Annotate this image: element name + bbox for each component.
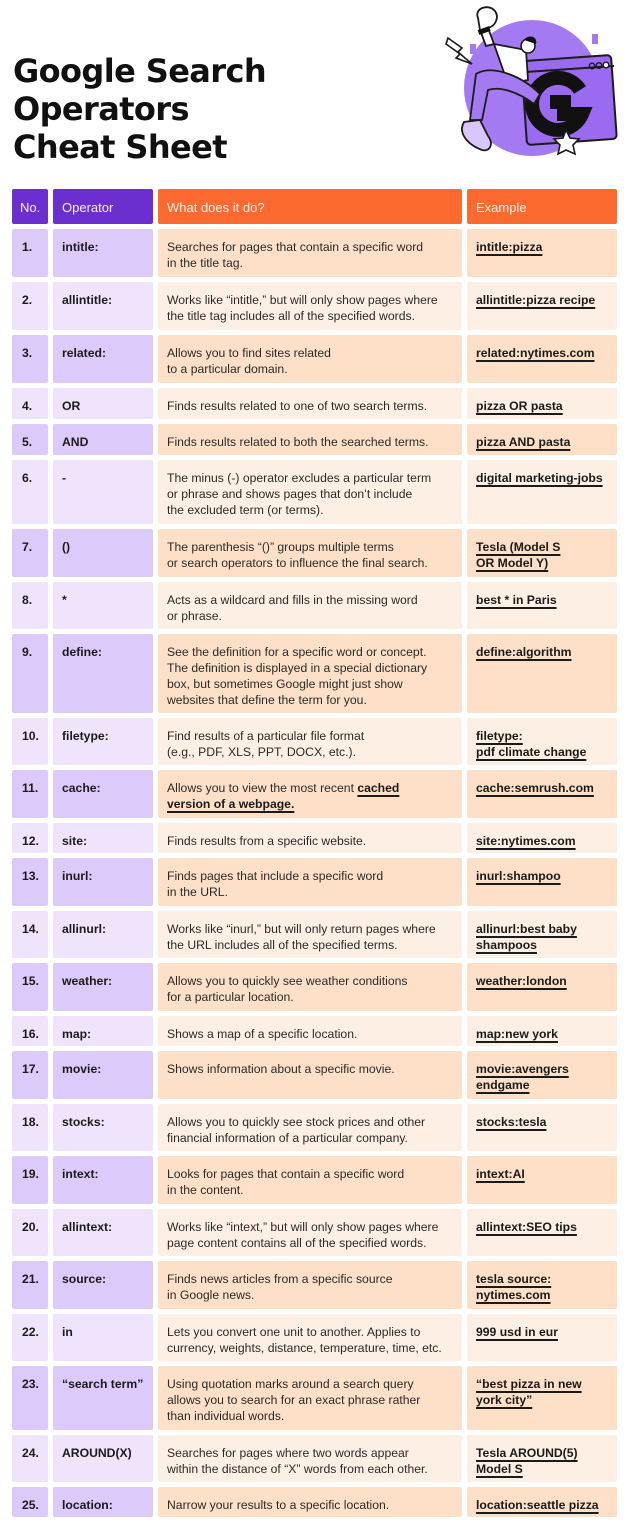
example-link[interactable]: cache:semrush.com [476, 781, 594, 795]
operator-description [158, 282, 462, 330]
description-text: Searches for pages that contain a specific word in the title tag. [167, 240, 424, 270]
description-text: Allows you to view the most recent [167, 781, 358, 795]
example-link[interactable]: stocks:tesla [476, 1115, 547, 1129]
operator-description [158, 1051, 462, 1099]
operator-description [158, 529, 462, 577]
example-cell [467, 1435, 617, 1482]
column-header-no: No. [12, 189, 48, 224]
table-row [12, 1366, 617, 1430]
row-number: 4. [12, 388, 48, 419]
example-link[interactable]: filetype: pdf climate change [476, 729, 587, 759]
description-text: Acts as a wildcard and fills in the missing word or phrase. [167, 593, 418, 623]
example-cell [467, 460, 617, 524]
example-link[interactable]: weather:london [476, 974, 567, 988]
example-cell [467, 335, 617, 383]
operator-name: site: [53, 823, 153, 853]
operator-name: allintext: [53, 1209, 153, 1256]
example-link[interactable]: best * in Paris [476, 593, 557, 607]
example-cell [467, 1104, 617, 1151]
row-number: 10. [12, 718, 48, 765]
description-text: Lets you convert one unit to another. Applies to currency, weights, distance, temperature, time, etc. [167, 1325, 442, 1355]
example-link[interactable]: allintitle:pizza recipe [476, 293, 596, 307]
table-row [12, 335, 617, 383]
description-text: The minus (-) operator excludes a particular term or phrase and shows pages that don’t include the excluded term (or terms). [167, 471, 432, 517]
description-text: Works like “intitle,” but will only show pages where the title tag includes all of the specified words. [167, 293, 438, 323]
operator-description [158, 335, 462, 383]
row-number: 24. [12, 1435, 48, 1482]
description-text: Allows you to quickly see stock prices and other financial information of a particular company. [167, 1115, 426, 1145]
operator-description [158, 424, 462, 455]
row-number: 6. [12, 460, 48, 524]
table-row [12, 1261, 617, 1309]
operator-description [158, 229, 462, 277]
description-text: Looks for pages that contain a specific word in the content. [167, 1167, 405, 1197]
row-number: 17. [12, 1051, 48, 1099]
example-link[interactable]: related:nytimes.com [476, 346, 595, 360]
table-row [12, 1104, 617, 1151]
example-cell [467, 1366, 617, 1430]
example-cell [467, 229, 617, 277]
description-text: Finds results related to one of two search terms. [167, 399, 428, 413]
description-text: Allows you to find sites related to a particular domain. [167, 346, 331, 376]
operator-name: movie: [53, 1051, 153, 1099]
title-line-1: Google Search Operators [13, 52, 267, 128]
example-cell [467, 582, 617, 629]
example-link[interactable]: map:new york [476, 1027, 558, 1041]
row-number: 25. [12, 1487, 48, 1517]
operator-name: in [53, 1314, 153, 1361]
example-link[interactable]: inurl:shampoo [476, 869, 561, 883]
operator-description [158, 1209, 462, 1256]
operator-description [158, 1016, 462, 1046]
table-row [12, 770, 617, 818]
example-link[interactable]: digital marketing-jobs [476, 471, 603, 485]
operator-name: AND [53, 424, 153, 455]
example-cell [467, 770, 617, 818]
example-cell [467, 1314, 617, 1361]
description-text: Find results of a particular file format (e.g., PDF, XLS, PPT, DOCX, etc.). [167, 729, 365, 759]
row-number: 23. [12, 1366, 48, 1430]
table-row [12, 282, 617, 330]
example-link[interactable]: define:algorithm [476, 645, 572, 659]
table-body [12, 229, 617, 1517]
row-number: 2. [12, 282, 48, 330]
table-row [12, 1156, 617, 1204]
operator-name: location: [53, 1487, 153, 1517]
operator-name: weather: [53, 963, 153, 1011]
google-g-character-icon [442, 4, 620, 160]
column-header-example: Example [467, 189, 617, 224]
table-row [12, 911, 617, 958]
table-row [12, 388, 617, 419]
operators-table [12, 189, 617, 1522]
description-text: Finds results from a specific website. [167, 834, 367, 848]
description-text: Finds pages that include a specific word in the URL. [167, 869, 384, 899]
table-row [12, 460, 617, 524]
operator-description [158, 388, 462, 419]
row-number: 3. [12, 335, 48, 383]
operator-description [158, 460, 462, 524]
operator-description [158, 1314, 462, 1361]
row-number: 15. [12, 963, 48, 1011]
example-link[interactable]: intitle:pizza [476, 240, 543, 254]
example-link[interactable]: allintext:SEO tips [476, 1220, 577, 1234]
operator-name: allintitle: [53, 282, 153, 330]
description-text: Searches for pages where two words appear within the distance of “X” words from each other. [167, 1446, 428, 1476]
row-number: 8. [12, 582, 48, 629]
row-number: 11. [12, 770, 48, 818]
operator-name: intext: [53, 1156, 153, 1204]
description-text: Shows information about a specific movie. [167, 1062, 395, 1076]
operator-description [158, 1366, 462, 1430]
row-number: 18. [12, 1104, 48, 1151]
example-cell [467, 634, 617, 713]
operator-description [158, 1261, 462, 1309]
example-cell [467, 1487, 617, 1517]
operator-description [158, 1487, 462, 1517]
operator-description [158, 718, 462, 765]
example-cell [467, 963, 617, 1011]
example-link[interactable]: 999 usd in eur [476, 1325, 558, 1339]
example-cell [467, 529, 617, 577]
table-row [12, 1209, 617, 1256]
operator-description [158, 634, 462, 713]
example-cell [467, 911, 617, 958]
row-number: 21. [12, 1261, 48, 1309]
row-number: 5. [12, 424, 48, 455]
operator-name: () [53, 529, 153, 577]
example-link[interactable]: Tesla AROUND(5) Model S [476, 1446, 578, 1476]
example-cell [467, 1016, 617, 1046]
example-link[interactable]: intext:AI [476, 1167, 525, 1181]
row-number: 14. [12, 911, 48, 958]
example-link[interactable]: allinurl:best baby shampoos [476, 922, 577, 952]
table-row [12, 963, 617, 1011]
description-text: See the definition for a specific word or concept. The definition is displayed in a special dictionary box, but sometimes Google might just show websites that define the term for you. [167, 645, 428, 707]
row-number: 22. [12, 1314, 48, 1361]
operator-name: inurl: [53, 858, 153, 906]
operator-name: define: [53, 634, 153, 713]
example-cell [467, 1209, 617, 1256]
operator-description [158, 1156, 462, 1204]
example-link[interactable]: tesla source: nytimes.com [476, 1272, 552, 1302]
table-row [12, 529, 617, 577]
table-row [12, 1435, 617, 1482]
operator-description [158, 963, 462, 1011]
table-row [12, 1314, 617, 1361]
description-text: Works like “inurl,” but will only return pages where the URL includes all of the specified terms. [167, 922, 436, 952]
title-line-2: Cheat Sheet [13, 128, 227, 166]
operator-description [158, 770, 462, 818]
example-cell [467, 282, 617, 330]
description-text: Works like “intext,” but will only show pages where page content contains all of the specified words. [167, 1220, 439, 1250]
description-text: Finds news articles from a specific source in Google news. [167, 1272, 393, 1302]
example-link[interactable]: pizza AND pasta [476, 435, 571, 449]
row-number: 12. [12, 823, 48, 853]
table-row [12, 1051, 617, 1099]
description-text: Shows a map of a specific location. [167, 1027, 358, 1041]
operator-name: * [53, 582, 153, 629]
example-cell [467, 1156, 617, 1204]
operator-name: filetype: [53, 718, 153, 765]
example-cell [467, 1051, 617, 1099]
operator-name: stocks: [53, 1104, 153, 1151]
operator-name: - [53, 460, 153, 524]
operator-description [158, 911, 462, 958]
example-link[interactable]: Tesla (Model S OR Model Y) [476, 540, 561, 570]
row-number: 16. [12, 1016, 48, 1046]
column-header-description: What does it do? [158, 189, 462, 224]
operator-description [158, 582, 462, 629]
column-header-operator: Operator [53, 189, 153, 224]
table-row [12, 823, 617, 853]
example-cell [467, 388, 617, 419]
table-row [12, 858, 617, 906]
description-text: The parenthesis “()” groups multiple terms or search operators to influence the final search. [167, 540, 428, 570]
example-link[interactable]: “best pizza in new york city” [476, 1377, 582, 1407]
description-text: Using quotation marks around a search query allows you to search for an exact phrase rather than individual words. [167, 1377, 421, 1423]
example-cell [467, 823, 617, 853]
operator-name: allinurl: [53, 911, 153, 958]
row-number: 9. [12, 634, 48, 713]
row-number: 1. [12, 229, 48, 277]
row-number: 13. [12, 858, 48, 906]
operator-name: related: [53, 335, 153, 383]
example-link[interactable]: pizza OR pasta [476, 399, 563, 413]
table-row [12, 424, 617, 455]
example-cell [467, 1261, 617, 1309]
operator-name: “search term” [53, 1366, 153, 1430]
example-cell [467, 858, 617, 906]
operator-name: OR [53, 388, 153, 419]
row-number: 20. [12, 1209, 48, 1256]
row-number: 19. [12, 1156, 48, 1204]
operator-name: map: [53, 1016, 153, 1046]
operator-name: cache: [53, 770, 153, 818]
table-header-row [12, 189, 617, 224]
table-row [12, 582, 617, 629]
description-text: Allows you to quickly see weather conditions for a particular location. [167, 974, 408, 1004]
example-link[interactable]: location:seattle pizza [476, 1498, 599, 1512]
table-row [12, 1487, 617, 1517]
table-row [12, 229, 617, 277]
operator-description [158, 1435, 462, 1482]
table-row [12, 634, 617, 713]
description-text: Narrow your results to a specific location. [167, 1498, 390, 1512]
cached-version-link[interactable]: cached version of a webpage. [167, 781, 400, 811]
example-cell [467, 718, 617, 765]
operator-description [158, 823, 462, 853]
table-row [12, 718, 617, 765]
description-text: Finds results related to both the searched terms. [167, 435, 429, 449]
operator-name: source: [53, 1261, 153, 1309]
example-link[interactable]: site:nytimes.com [476, 834, 576, 848]
row-number: 7. [12, 529, 48, 577]
page-title [13, 52, 443, 166]
operator-name: AROUND(X) [53, 1435, 153, 1482]
operator-description [158, 1104, 462, 1151]
example-cell [467, 424, 617, 455]
hero-illustration [442, 4, 620, 160]
operator-description [158, 858, 462, 906]
operator-name: intitle: [53, 229, 153, 277]
table-row [12, 1016, 617, 1046]
example-link[interactable]: movie:avengers endgame [476, 1062, 569, 1092]
